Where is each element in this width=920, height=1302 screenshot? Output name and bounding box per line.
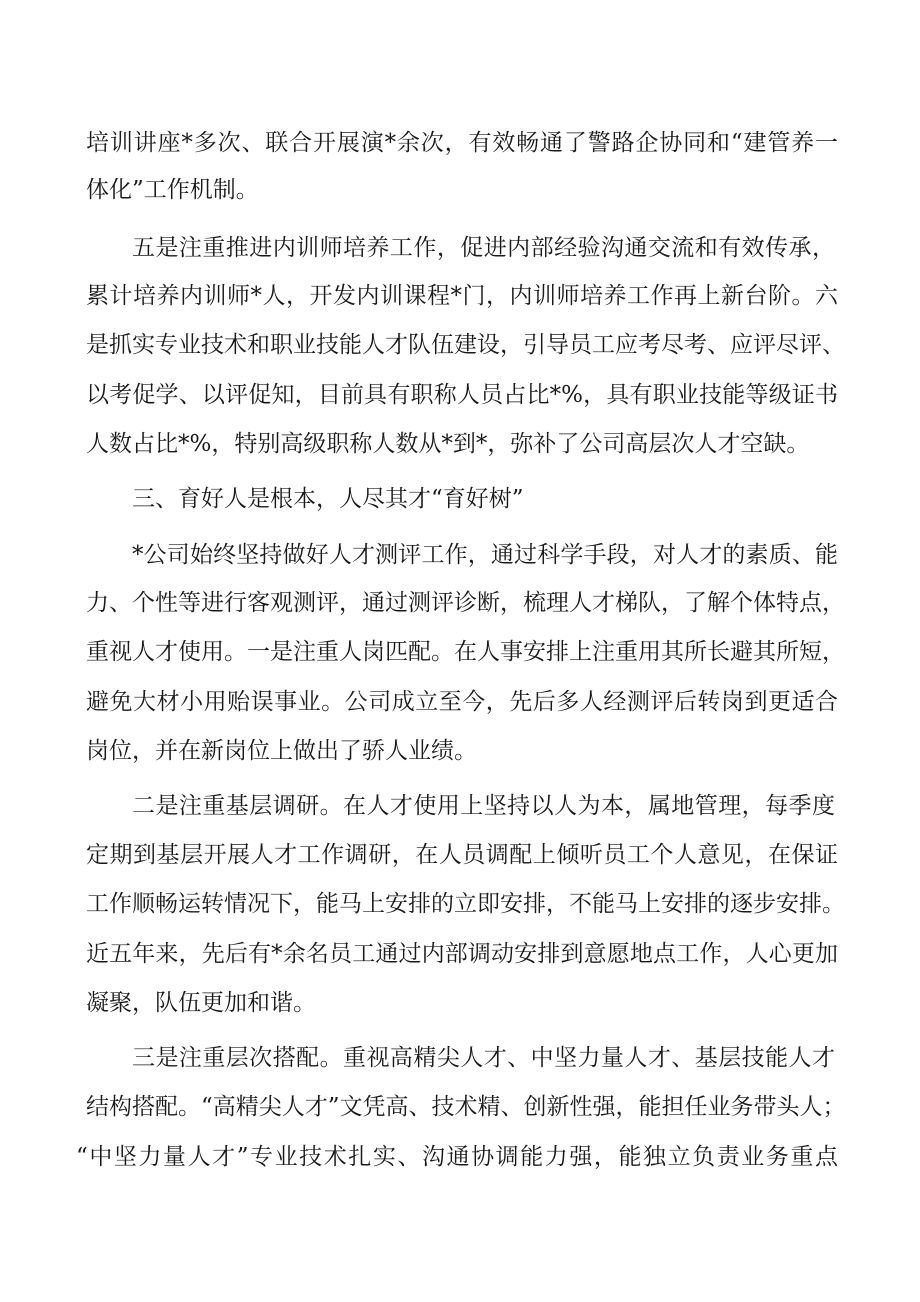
text-line-content: 三是注重层次搭配。重视高精尖人才、中坚力量人才、基层技能人才 bbox=[132, 1045, 835, 1071]
text-line-content: 重视人才使用。一是注重人岗匹配。在人事安排上注重用其所长避其所短， bbox=[86, 639, 845, 665]
text-line bbox=[0, 934, 920, 974]
text-line-content: 人数占比*%，特别高级职称人数从*到*，弥补了公司高层次人才空缺。 bbox=[86, 431, 810, 457]
text-line-content: 结构搭配。“高精尖人才”文凭高、技术精、创新性强，能担任业务带头人； bbox=[86, 1094, 846, 1120]
text-line bbox=[0, 583, 920, 623]
paragraph-first-line bbox=[0, 535, 920, 575]
text-line bbox=[0, 835, 920, 875]
text-line-content: 定期到基层开展人才工作调研，在人员调配上倾听员工个人意见，在保证 bbox=[86, 842, 838, 868]
text-line-content: *公司始终坚持做好人才测评工作，通过科学手段，对人才的素质、能 bbox=[132, 542, 838, 568]
section-heading-text: 三、育好人是根本，人尽其才“育好树” bbox=[132, 486, 524, 512]
text-line bbox=[0, 424, 920, 464]
text-line-content: 以考促学、以评促知，目前具有职称人员占比*%，具有职业技能等级证书 bbox=[86, 382, 838, 408]
text-line-content: 凝聚，队伍更加和谐。 bbox=[86, 990, 316, 1016]
text-line-content: 近五年来，先后有*余名员工通过内部调动安排到意愿地点工作，人心更加 bbox=[86, 941, 838, 967]
text-line-content: 培训讲座*多次、联合开展演*余次，有效畅通了警路企协同和“建管养一 bbox=[86, 130, 838, 156]
text-line bbox=[0, 1087, 920, 1127]
text-line-content: 避免大材小用贻误事业。公司成立至今，先后多人经测评后转岗到更适合 bbox=[86, 689, 838, 715]
text-line-content: 力、个性等进行客观测评，通过测评诊断，梳理人才梯队，了解个体特点， bbox=[86, 590, 845, 616]
section-heading bbox=[0, 479, 920, 519]
text-line-content: 体化”工作机制。 bbox=[86, 177, 259, 203]
text-line-content: 累计培养内训师*人，开发内训课程*门，内训师培养工作再上新台阶。六 bbox=[86, 283, 838, 309]
text-line bbox=[0, 1137, 920, 1177]
text-line bbox=[0, 375, 920, 415]
text-line bbox=[0, 731, 920, 771]
text-line-content: 五是注重推进内训师培养工作，促进内部经验沟通交流和有效传承， bbox=[132, 235, 835, 261]
paragraph-first-line bbox=[0, 228, 920, 268]
text-line-content: 是抓实专业技术和职业技能人才队伍建设，引导员工应考尽考、应评尽评、 bbox=[86, 332, 845, 358]
text-line bbox=[0, 123, 920, 163]
text-line bbox=[0, 682, 920, 722]
paragraph-first-line bbox=[0, 1038, 920, 1078]
text-line bbox=[0, 325, 920, 365]
text-line bbox=[0, 884, 920, 924]
paragraph-first-line bbox=[0, 786, 920, 826]
text-line bbox=[0, 632, 920, 672]
text-line-content: 二是注重基层调研。在人才使用上坚持以人为本，属地管理，每季度 bbox=[132, 793, 835, 819]
text-line-content: 岗位，并在新岗位上做出了骄人业绩。 bbox=[86, 738, 477, 764]
text-line bbox=[0, 170, 920, 210]
text-line bbox=[0, 983, 920, 1023]
text-line-content: 工作顺畅运转情况下，能马上安排的立即安排，不能马上安排的逐步安排。 bbox=[86, 891, 845, 917]
text-line bbox=[0, 276, 920, 316]
text-line-content: “中坚力量人才”专业技术扎实、沟通协调能力强，能独立负责业务重点 bbox=[76, 1144, 838, 1170]
